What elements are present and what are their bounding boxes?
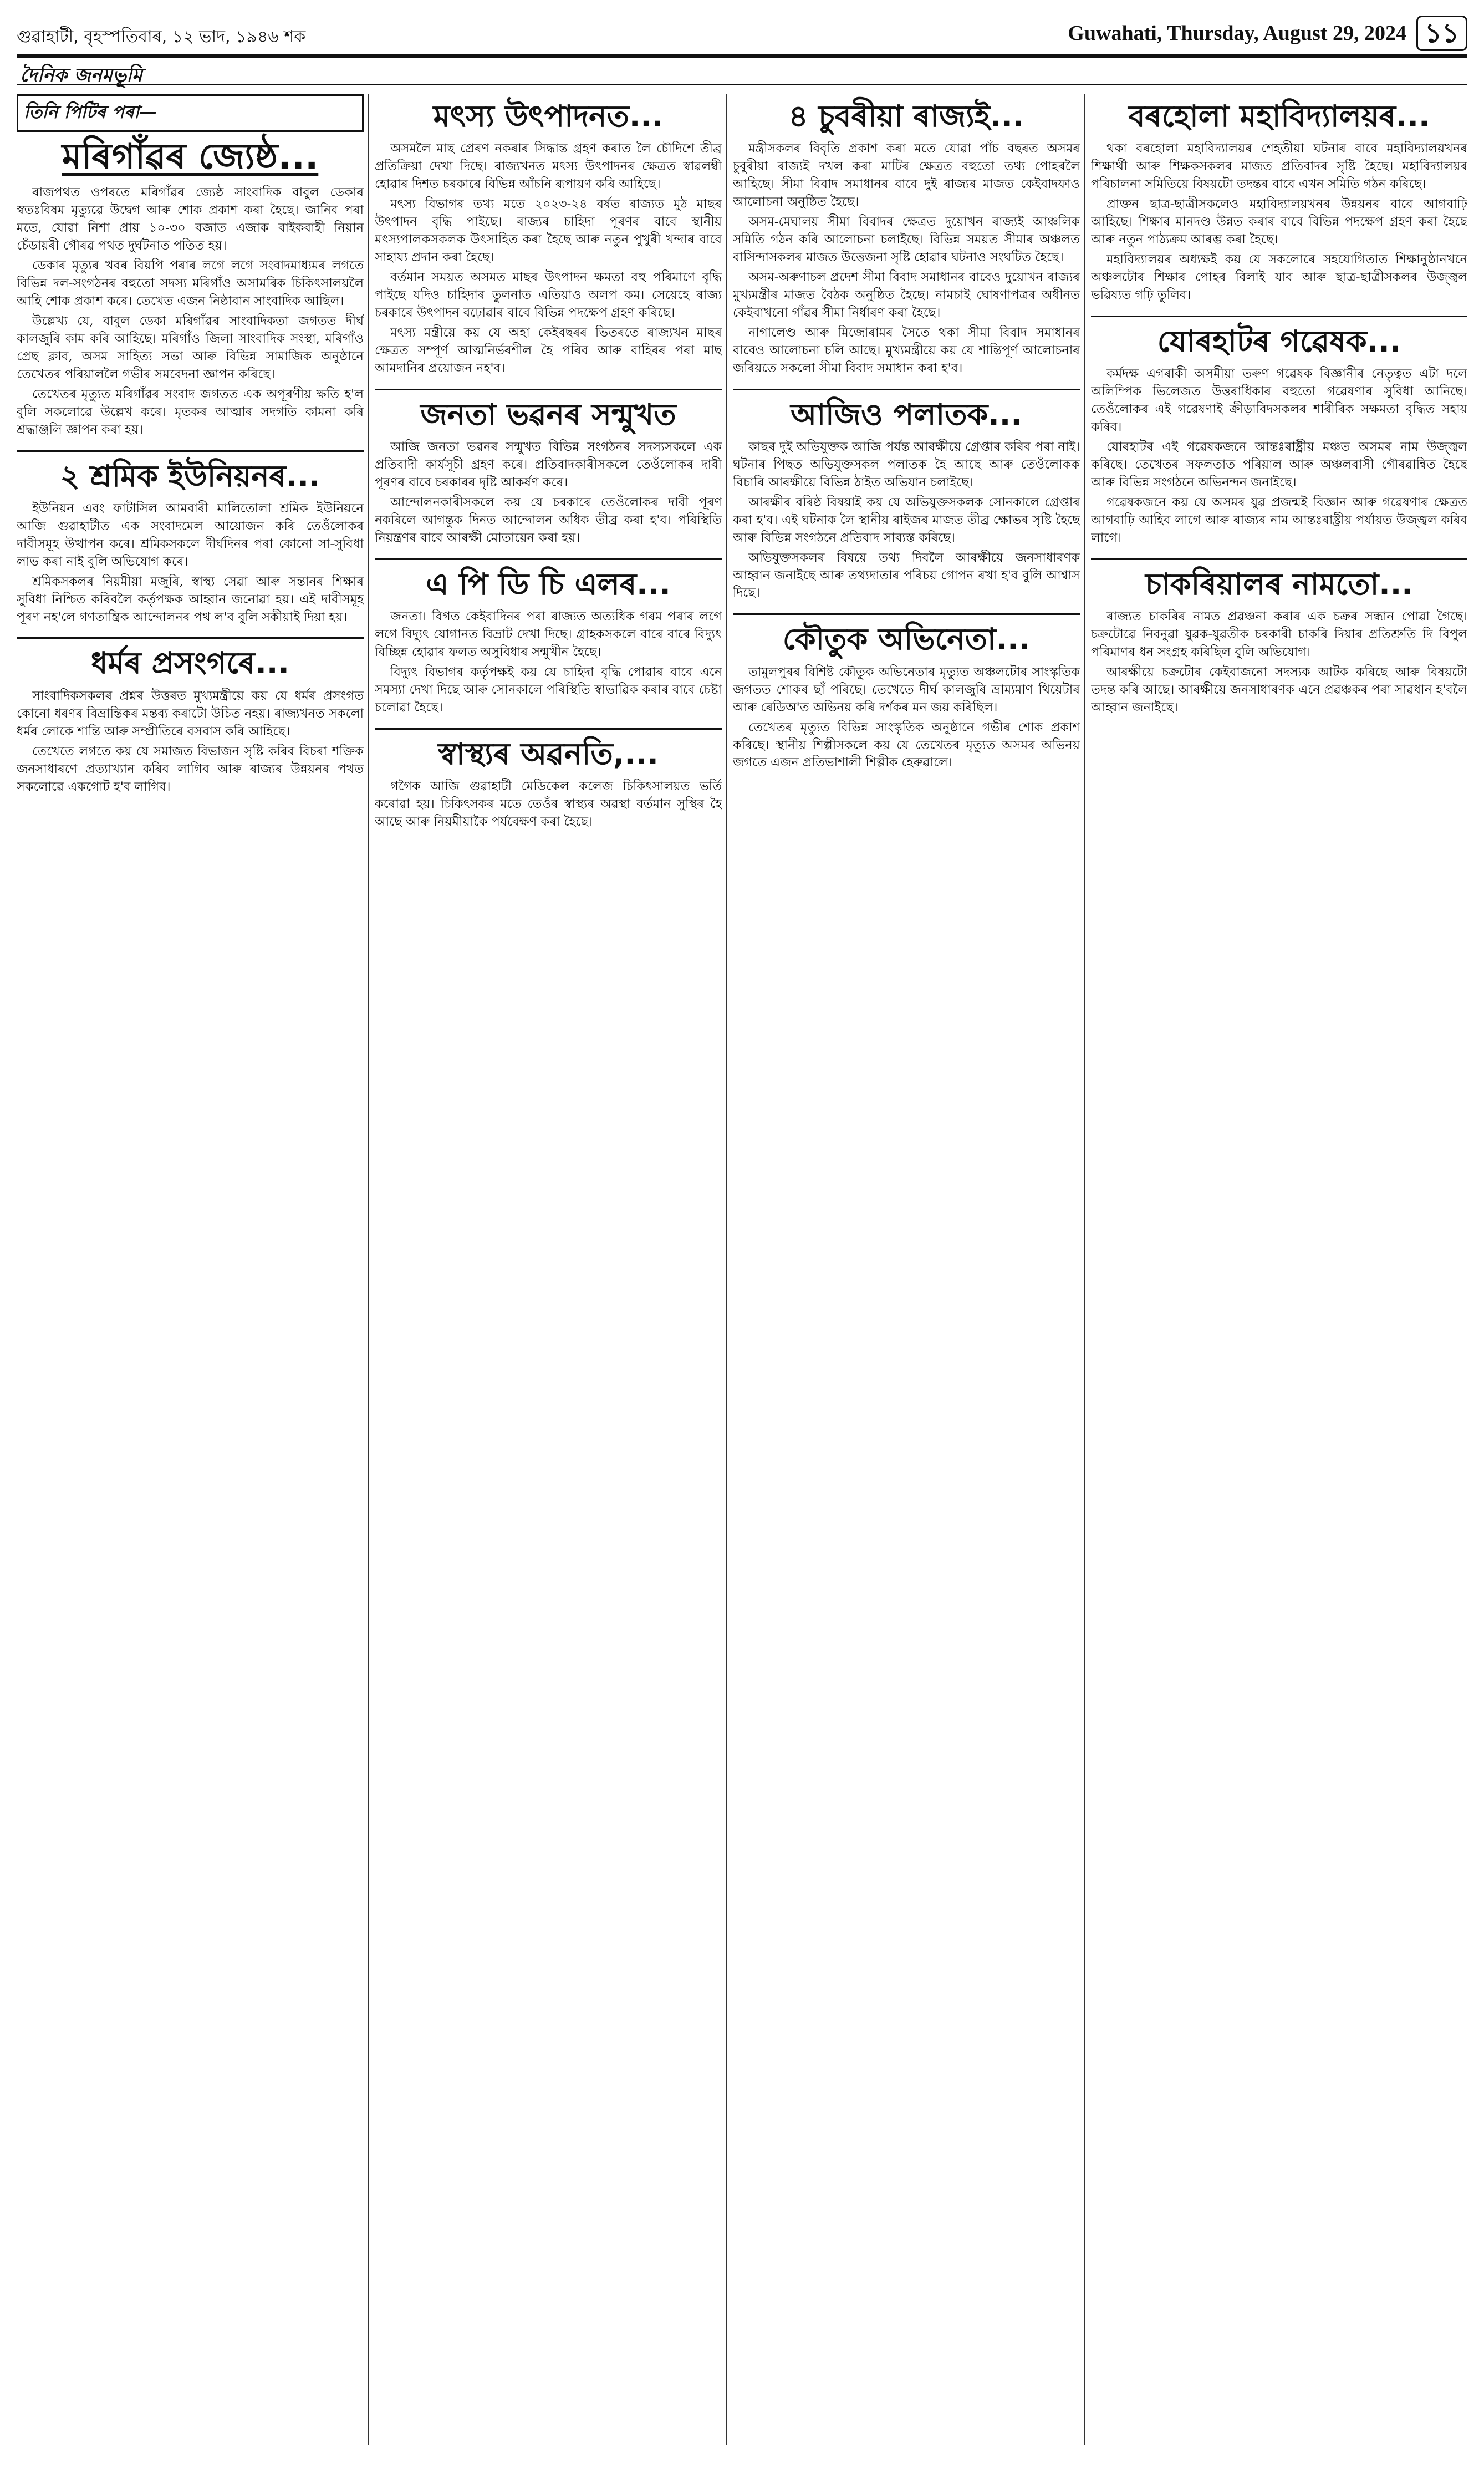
article-body — [17, 500, 364, 627]
divider — [733, 389, 1080, 390]
paragraph: প্ৰাক্তন ছাত্ৰ-ছাত্ৰীসকলেও মহাবিদ্যালয়খনৰ উন্নয়নৰ বাবে আগবাঢ়ি আহিছে। শিক্ষাৰ মানদণ্ড উন্নত কৰাৰ বাবে বিভিন্ন পদক্ষেপ গ্ৰহণ কৰা হৈছে আৰু নতুন পাঠ্যক্ৰম আৰম্ভ কৰা হৈছে। — [1091, 197, 1467, 247]
paragraph: গগৈক আজি গুৱাহাটী মেডিকেল কলেজ চিকিৎসালয়ত ভৰ্তি কৰোৱা হয়। চিকিৎসকৰ মতে তেওঁৰ স্বাস্থ্যৰ অৱস্থা বৰ্তমান সুস্থিৰ হৈ আছে আৰু নিয়মীয়াকৈ পৰ্যবেক্ষণ কৰা হৈছে। — [375, 779, 722, 829]
headline: যোৰহাটৰ গৱেষক... — [1157, 323, 1401, 359]
paragraph: ৰাজপথত ওপৰতে মৰিগাঁৱৰ জ্যেষ্ঠ সাংবাদিক বাবুল ডেকাৰ স্বতঃবিষম মৃত্যুৱে উদ্বেগ আৰু শোক প্ৰকাশ কৰা হৈছে। জানিব পৰা মতে, যোৱা নিশা প্ৰায় ১০-৩০ বজাত এজাক বাইকবাহী নিয়ান চেঁডায়ৰী গৌৰৱ পথত দুৰ্ঘটনাত পতিত হয়। — [17, 185, 364, 253]
paragraph: ইউনিয়ন এবং ফাটাসিল আমবাৰী মালিতোলা শ্ৰমিক ইউনিয়নে আজি গুৱাহাটীত এক সংবাদমেল আয়োজন কৰি তেওঁলোকৰ দাবীসমূহ উত্থাপন কৰে। শ্ৰমিকসকলে দীৰ্ঘদিনৰ পৰা কোনো সা-সুবিধা লাভ কৰা নাই বুলি অভিযোগ কৰে। — [17, 501, 364, 569]
story-fish — [375, 100, 722, 378]
story-union — [17, 460, 364, 627]
paragraph: কাছৰ দুই অভিযুক্তক আজি পৰ্যন্ত আৰক্ষীয়ে গ্ৰেপ্তাৰ কৰিব পৰা নাই। ঘটনাৰ পিছত অভিযুক্তসকল পলাতক হৈ আছে আৰু তেওঁলোকক বিচাৰি আৰক্ষীয়ে বিভিন্ন ঠাইত অভিযান চলাইছে। — [733, 439, 1080, 490]
article-body — [375, 608, 722, 717]
column-1 — [17, 94, 364, 2445]
column-2 — [375, 94, 722, 2445]
story-borhola — [1091, 100, 1467, 304]
page-header — [17, 16, 1467, 49]
story-religion — [17, 647, 364, 796]
paragraph: থকা বৰহোলা মহাবিদ্যালয়ৰ শেহতীয়া ঘটনাৰ বাবে মহাবিদ্যালয়খনৰ শিক্ষাৰ্থী আৰু শিক্ষকসকলৰ মাজত প্ৰতিবাদৰ সৃষ্টি হৈছে। মহাবিদ্যালয়ৰ পৰিচালনা সমিতিয়ে বিষয়টো তদন্তৰ বাবে এখন সমিতি গঠন কৰিছে। — [1091, 141, 1467, 192]
paragraph: মন্ত্ৰীসকলৰ বিবৃতি প্ৰকাশ কৰা মতে যোৱা পাঁচ বছৰত অসমৰ চুবুৰীয়া ৰাজ্যই দখল কৰা মাটিৰ ক্ষেত্ৰত বহুতো তথ্য পোহৰলৈ আহিছে। সীমা বিবাদ সমাধানৰ বাবে দুই ৰাজ্যৰ মাজত কেইবাদফাও আলোচনা অনুষ্ঠিত হৈছে। — [733, 141, 1080, 210]
column-rule — [726, 94, 727, 2445]
article-body — [733, 140, 1080, 377]
divider — [375, 389, 722, 390]
divider — [17, 637, 364, 639]
headline: চাকৰিয়ালৰ নামতো... — [1145, 566, 1413, 602]
headline: ৪ চুবৰীয়া ৰাজ্যই... — [788, 99, 1024, 134]
article-body — [733, 439, 1080, 602]
dateline-assamese: গুৱাহাটী, বৃহস্পতিবাৰ, ১২ ভাদ, ১৯৪৬ শক — [17, 27, 306, 47]
headline: এ পি ডি চি এলৰ... — [426, 566, 671, 602]
headline: বৰহোলা মহাবিদ্যালয়ৰ... — [1128, 99, 1430, 134]
paragraph: গৱেষকজনে কয় যে অসমৰ যুৱ প্ৰজন্মই বিজ্ঞান আৰু গৱেষণাৰ ক্ষেত্ৰত আগবাঢ়ি আহিব লাগে আৰু ৰাজ্যৰ নাম আন্তঃৰাষ্ট্ৰীয় পৰ্যায়ত উজ্জ্বল কৰিব লাগে। — [1091, 495, 1467, 545]
paragraph: ডেকাৰ মৃত্যুৰ খবৰ বিয়পি পৰাৰ লগে লগে সংবাদমাধ্যমৰ লগতে বিভিন্ন দল-সংগঠনৰ বহুতো সদস্য মৰিগাঁও অসামৰিক চিকিৎসালয়লৈ আহি শোক প্ৰকাশ কৰে। তেখেত এজন নিষ্ঠাবান সাংবাদিক আছিল। — [17, 258, 364, 309]
paragraph: আজি জনতা ভৱনৰ সন্মুখত বিভিন্ন সংগঠনৰ সদস্যসকলে এক প্ৰতিবাদী কাৰ্যসূচী গ্ৰহণ কৰে। প্ৰতিবাদকাৰীসকলে তেওঁলোকৰ দাবী পূৰণৰ বাবে চৰকাৰৰ দৃষ্টি আকৰ্ষণ কৰে। — [375, 439, 722, 490]
paragraph: যোৰহাটৰ এই গৱেষকজনে আন্তঃৰাষ্ট্ৰীয় মঞ্চত অসমৰ নাম উজ্জ্বল কৰিছে। তেখেতৰ সফলতাত পৰিয়াল আৰু অঞ্চলবাসী গৌৰৱান্বিত হৈছে আৰু বিভিন্ন সংগঠনে অভিনন্দন জনাইছে। — [1091, 439, 1467, 490]
paragraph: জনতা। বিগত কেইবাদিনৰ পৰা ৰাজ্যত অত্যধিক গৰম পৰাৰ লগে লগে বিদ্যুৎ যোগানত বিভ্ৰাট দেখা দিছে। গ্ৰাহকসকলে বাৰে বাৰে বিদ্যুৎ বিচ্ছিন্ন হোৱাৰ ফলত অসুবিধাৰ সন্মুখীন হৈছে। — [375, 609, 722, 659]
headline: মৎস্য উৎপাদনত... — [433, 99, 664, 134]
article-body — [733, 664, 1080, 772]
paragraph: শ্ৰমিকসকলৰ নিয়মীয়া মজুৰি, স্বাস্থ্য সেৱা আৰু সন্তানৰ শিক্ষাৰ সুবিধা নিশ্চিত কৰিবলৈ কৰ্তৃপক্ষক আহ্বান জনোৱা হয়। এই দাবীসমূহ পূৰণ নহ'লে গণতান্ত্ৰিক আন্দোলনৰ পথ ল'ব বুলি সকীয়াই দিয়া হয়। — [17, 574, 364, 624]
paragraph: মৎস্য মন্ত্ৰীয়ে কয় যে অহা কেইবছৰৰ ভিতৰতে ৰাজ্যখন মাছৰ ক্ষেত্ৰত সম্পূৰ্ণ আত্মনিৰ্ভৰশীল হৈ পৰিব আৰু বাহিৰৰ পৰা মাছ আমদানিৰ প্ৰয়োজন নহ'ব। — [375, 325, 722, 375]
paragraph: আৰক্ষীয়ে চক্ৰটোৰ কেইবাজনো সদস্যক আটক কৰিছে আৰু বিষয়টো তদন্ত কৰি আছে। আৰক্ষীয়ে জনসাধাৰণক এনে প্ৰৱঞ্চকৰ পৰা সাৱধান হ'বলৈ আহ্বান জনাইছে। — [1091, 664, 1467, 715]
story-border — [733, 100, 1080, 378]
headline: আজিও পলাতক... — [791, 396, 1022, 432]
paragraph: সাংবাদিকসকলৰ প্ৰশ্নৰ উত্তৰত মুখ্যমন্ত্ৰীয়ে কয় যে ধৰ্মৰ প্ৰসংগত কোনো ধৰণৰ বিভ্ৰান্তিকৰ মন্তব্য কৰাটো উচিত নহয়। ৰাজ্যখনত সকলো ধৰ্মৰ লোকে শান্তি আৰু সম্প্ৰীতিৰে বসবাস কৰি আহিছে। — [17, 688, 364, 739]
story-absconding — [733, 398, 1080, 603]
paragraph: অসমলৈ মাছ প্ৰেৰণ নকৰাৰ সিদ্ধান্ত গ্ৰহণ কৰাত লৈ চৌদিশে তীব্ৰ প্ৰতিক্ৰিয়া দেখা দিছে। ৰাজ্যখনত মৎস্য উৎপাদনৰ ক্ষেত্ৰত স্বাৱলম্বী হোৱাৰ দিশত চৰকাৰে বিভিন্ন আঁচনি ৰূপায়ণ কৰি আহিছে। — [375, 141, 722, 192]
article-body — [1091, 365, 1467, 547]
paragraph: মৎস্য বিভাগৰ তথ্য মতে ২০২৩-২৪ বৰ্ষত ৰাজ্যত মুঠ মাছৰ উৎপাদন বৃদ্ধি পাইছে। ৰাজ্যৰ চাহিদা পূৰণৰ বাবে স্থানীয় মৎস্যপালকসকলক উৎসাহিত কৰা হৈছে আৰু নতুন পুখুৰী খন্দাৰ বাবে সাহায্য প্ৰদান কৰা হৈছে। — [375, 197, 722, 265]
series-box — [17, 94, 364, 132]
article-body — [17, 184, 364, 439]
paragraph: বিদ্যুৎ বিভাগৰ কৰ্তৃপক্ষই কয় যে চাহিদা বৃদ্ধি পোৱাৰ বাবে এনে সমস্যা দেখা দিছে আৰু সোনকালে পৰিস্থিতি স্বাভাৱিক কৰাৰ বাবে চেষ্টা চলোৱা হৈছে। — [375, 664, 722, 715]
headline: জনতা ভৱনৰ সন্মুখত — [420, 396, 676, 432]
story-researcher — [1091, 325, 1467, 547]
story-janata — [375, 398, 722, 547]
dateline-english: Guwahati, Thursday, August 29, 2024 — [1068, 22, 1406, 45]
paragraph: কৰ্মদক্ষ এগৰাকী অসমীয়া তৰুণ গৱেষক বিজ্ঞানীৰ নেতৃত্বত এটা দলে অলিম্পিক ভিলেজত উত্তৰাধিকাৰ বহুতো গৱেষণাৰ সুবিধা আনিছে। তেওঁলোকৰ এই গৱেষণাই ক্ৰীড়াবিদসকলৰ শাৰীৰিক সক্ষমতা বৃদ্ধিত সহায় কৰিব। — [1091, 367, 1467, 435]
story-health — [375, 737, 722, 831]
column-rule — [368, 94, 369, 2445]
article-body — [1091, 608, 1467, 717]
divider — [17, 450, 364, 452]
divider — [375, 728, 722, 730]
article-body — [1091, 140, 1467, 304]
story-jobs — [1091, 568, 1467, 717]
paper-name: দৈনিক জনমভূমি — [20, 64, 142, 87]
paragraph: অভিযুক্তসকলৰ বিষয়ে তথ্য দিবলৈ আৰক্ষীয়ে জনসাধাৰণক আহ্বান জনাইছে আৰু তথ্যদাতাৰ পৰিচয় গোপন ৰখা হ'ব বুলি আশ্বাস দিছে। — [733, 550, 1080, 601]
series-label: তিনি পিটিৰ পৰা— — [24, 101, 157, 123]
paragraph: উল্লেখ্য যে, বাবুল ডেকা মৰিগাঁৱৰ সাংবাদিকতা জগতত দীৰ্ঘ কালজুৰি কাম কৰি আহিছে। মৰিগাঁও জিলা সাংবাদিক সংস্থা, মৰিগাঁও প্ৰেছ ক্লাব, অসম সাহিত্য সভা আৰু বিভিন্ন সামাজিক অনুষ্ঠানে তেখেতৰ পৰিয়াললৈ গভীৰ সমবেদনা জ্ঞাপন কৰিছে। — [17, 313, 364, 382]
headline: কৌতুক অভিনেতা... — [782, 622, 1031, 657]
paragraph: তেখেতৰ মৃত্যুত বিভিন্ন সাংস্কৃতিক অনুষ্ঠানে গভীৰ শোক প্ৰকাশ কৰিছে। স্থানীয় শিল্পীসকলে কয় যে তেখেতৰ মৃত্যুত অসমৰ অভিনয় জগতে এজন প্ৰতিভাশালী শিল্পীক হেৰুৱালে। — [733, 720, 1080, 770]
column-rule — [1084, 94, 1085, 2445]
paragraph: অসম-মেঘালয় সীমা বিবাদৰ ক্ষেত্ৰত দুয়োখন ৰাজ্যই আঞ্চলিক সমিতি গঠন কৰি আলোচনা চলাইছে। বিভিন্ন সময়ত সীমাৰ অঞ্চলত বাসিন্দাসকলৰ মাজত উত্তেজনা সৃষ্টি হোৱাৰ ঘটনাও সংঘটিত হৈছে। — [733, 215, 1080, 265]
paragraph: নাগালেণ্ড আৰু মিজোৰামৰ সৈতে থকা সীমা বিবাদ সমাধানৰ বাবেও আলোচনা চলি আছে। মুখ্যমন্ত্ৰীয়ে কয় যে শান্তিপূৰ্ণ আলোচনাৰ জৰিয়তে সকলো সীমা বিবাদ সমাধান কৰা হ'ব। — [733, 325, 1080, 375]
column-4 — [1091, 94, 1467, 2445]
article-body — [375, 778, 722, 831]
headline: ধৰ্মৰ প্ৰসংগৰে... — [91, 645, 289, 681]
paragraph: তেখেতৰ মৃত্যুত মৰিগাঁৱৰ সংবাদ জগতত এক অপূৰণীয় ক্ষতি হ'ল বুলি সকলোৱে উল্লেখ কৰে। মৃতকৰ আত্মাৰ সদগতি কামনা কৰি শ্ৰদ্ধাঞ্জলি জ্ঞাপন কৰা হয়। — [17, 386, 364, 437]
headline: ২ শ্ৰমিক ইউনিয়নৰ... — [60, 458, 320, 494]
paragraph: বৰ্তমান সময়ত অসমত মাছৰ উৎপাদন ক্ষমতা বহু পৰিমাণে বৃদ্ধি পাইছে যদিও চাহিদাৰ তুলনাত এতিয়াও অলপ কম। সেয়েহে ৰাজ্য চৰকাৰে উৎপাদন বঢ়োৱাৰ বাবে বিভিন্ন পদক্ষেপ গ্ৰহণ কৰিছে। — [375, 269, 722, 320]
article-body — [375, 439, 722, 547]
story-apdcl — [375, 568, 722, 717]
paragraph: মহাবিদ্যালয়ৰ অধ্যক্ষই কয় যে সকলোৰে সহযোগিতাত শিক্ষানুষ্ঠানখনে অঞ্চলটোৰ শিক্ষাৰ পোহৰ বিলাই যাব আৰু ছাত্ৰ-ছাত্ৰীসকলৰ উজ্জ্বল ভৱিষ্যত গঢ়ি তুলিব। — [1091, 252, 1467, 302]
story-morigaon — [17, 138, 364, 439]
paragraph: অসম-অৰুণাচল প্ৰদেশ সীমা বিবাদ সমাধানৰ বাবেও দুয়োখন ৰাজ্যৰ মুখ্যমন্ত্ৰীৰ মাজত বৈঠক অনুষ্ঠিত হৈছে। নামচাই ঘোষণাপত্ৰৰ অধীনত কেইবাখনো গাঁৱৰ সীমা নিৰ্ধাৰণ কৰা হৈছে। — [733, 269, 1080, 320]
paragraph: আন্দোলনকাৰীসকলে কয় যে চৰকাৰে তেওঁলোকৰ দাবী পূৰণ নকৰিলে আগন্তুক দিনত আন্দোলন অধিক তীব্ৰ কৰা হ'ব। পৰিস্থিতি নিয়ন্ত্ৰণৰ বাবে আৰক্ষী মোতায়েন কৰা হয়। — [375, 495, 722, 545]
divider — [1091, 316, 1467, 317]
masthead-bar — [17, 54, 1467, 85]
divider — [733, 613, 1080, 615]
story-comedian — [733, 623, 1080, 772]
paragraph: আৰক্ষীৰ বৰিষ্ঠ বিষয়াই কয় যে অভিযুক্তসকলক সোনকালে গ্ৰেপ্তাৰ কৰা হ'ব। এই ঘটনাক লৈ স্থানীয় ৰাইজৰ মাজত তীব্ৰ ক্ষোভৰ সৃষ্টি হৈছে আৰু বিভিন্ন সংগঠনে প্ৰতিবাদ সাব্যস্ত কৰিছে। — [733, 495, 1080, 545]
paragraph: তেখেতে লগতে কয় যে সমাজত বিভাজন সৃষ্টি কৰিব বিচৰা শক্তিক জনসাধাৰণে প্ৰত্যাখ্যান কৰিব লাগিব আৰু ৰাজ্যৰ উন্নয়নৰ পথত সকলোৱে একগোট হ'ব লাগিব। — [17, 744, 364, 794]
divider — [375, 558, 722, 560]
column-3 — [733, 94, 1080, 2445]
article-body — [17, 688, 364, 796]
divider — [1091, 558, 1467, 560]
headline: মৰিগাঁৱৰ জ্যেষ্ঠ... — [62, 136, 319, 177]
article-body — [375, 140, 722, 377]
headline: স্বাস্থ্যৰ অৱনতি,... — [438, 736, 659, 771]
page-number: ১১ — [1416, 16, 1467, 51]
paragraph: তামুলপুৰৰ বিশিষ্ট কৌতুক অভিনেতাৰ মৃত্যুত অঞ্চলটোৰ সাংস্কৃতিক জগতত শোকৰ ছাঁ পৰিছে। তেখেতে দীৰ্ঘ কালজুৰি ভ্ৰাম্যমাণ থিয়েটাৰ আৰু ৰেডিঅ'ত অভিনয় কৰি দৰ্শকৰ মন জয় কৰিছিল। — [733, 664, 1080, 715]
paragraph: ৰাজ্যত চাকৰিৰ নামত প্ৰৱঞ্চনা কৰাৰ এক চক্ৰৰ সন্ধান পোৱা গৈছে। চক্ৰটোৱে নিবনুৱা যুৱক-যুৱতীক চৰকাৰী চাকৰি দিয়াৰ প্ৰতিশ্ৰুতি দি বিপুল পৰিমাণৰ ধন সংগ্ৰহ কৰিছিল বুলি অভিযোগ। — [1091, 609, 1467, 659]
